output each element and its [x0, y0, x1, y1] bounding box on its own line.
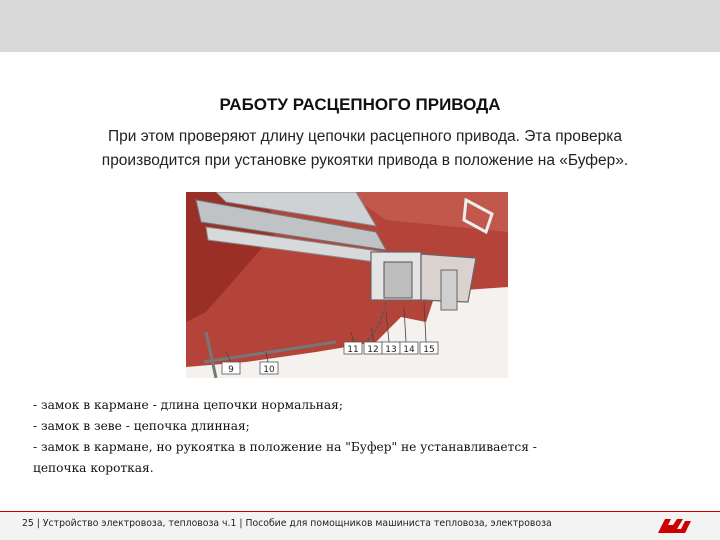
coupler-release-drive-illustration [186, 192, 508, 378]
callout-15: 15 [423, 345, 435, 355]
intro-paragraph [40, 125, 690, 173]
slide-title: РАБОТУ РАСЦЕПНОГО ПРИВОДА [219, 95, 501, 114]
callout-10: 10 [263, 365, 275, 375]
note-line: - замок в кармане, но рукоятка в положение на "Буфер" не устанавливается - [33, 440, 537, 454]
rzd-logo [655, 515, 695, 537]
note-line: цепочка короткая. [33, 461, 154, 475]
intro-line-1: При этом проверяют длину цепочки расцепного привода. Эта проверка [108, 128, 622, 145]
callout-13: 13 [385, 345, 397, 355]
note-line: - замок в кармане - длина цепочки нормальная; [33, 398, 343, 412]
callout-14: 14 [403, 345, 415, 355]
illustration-svg [186, 192, 508, 378]
footer-text: 25 | Устройство электровоза, тепловоза ч.1 | Пособие для помощников машиниста тепловоза, электровоза [22, 518, 552, 529]
callout-12: 12 [367, 345, 379, 355]
rzd-logo-icon [655, 515, 695, 537]
callout-11: 11 [347, 345, 359, 355]
intro-line-2: производится при установке рукоятки привода в положение на «Буфер». [101, 152, 629, 169]
note-line: - замок в зеве - цепочка длинная; [33, 419, 250, 433]
top-header-band [0, 0, 720, 52]
notes-list [33, 395, 693, 479]
callout-9: 9 [228, 365, 234, 375]
